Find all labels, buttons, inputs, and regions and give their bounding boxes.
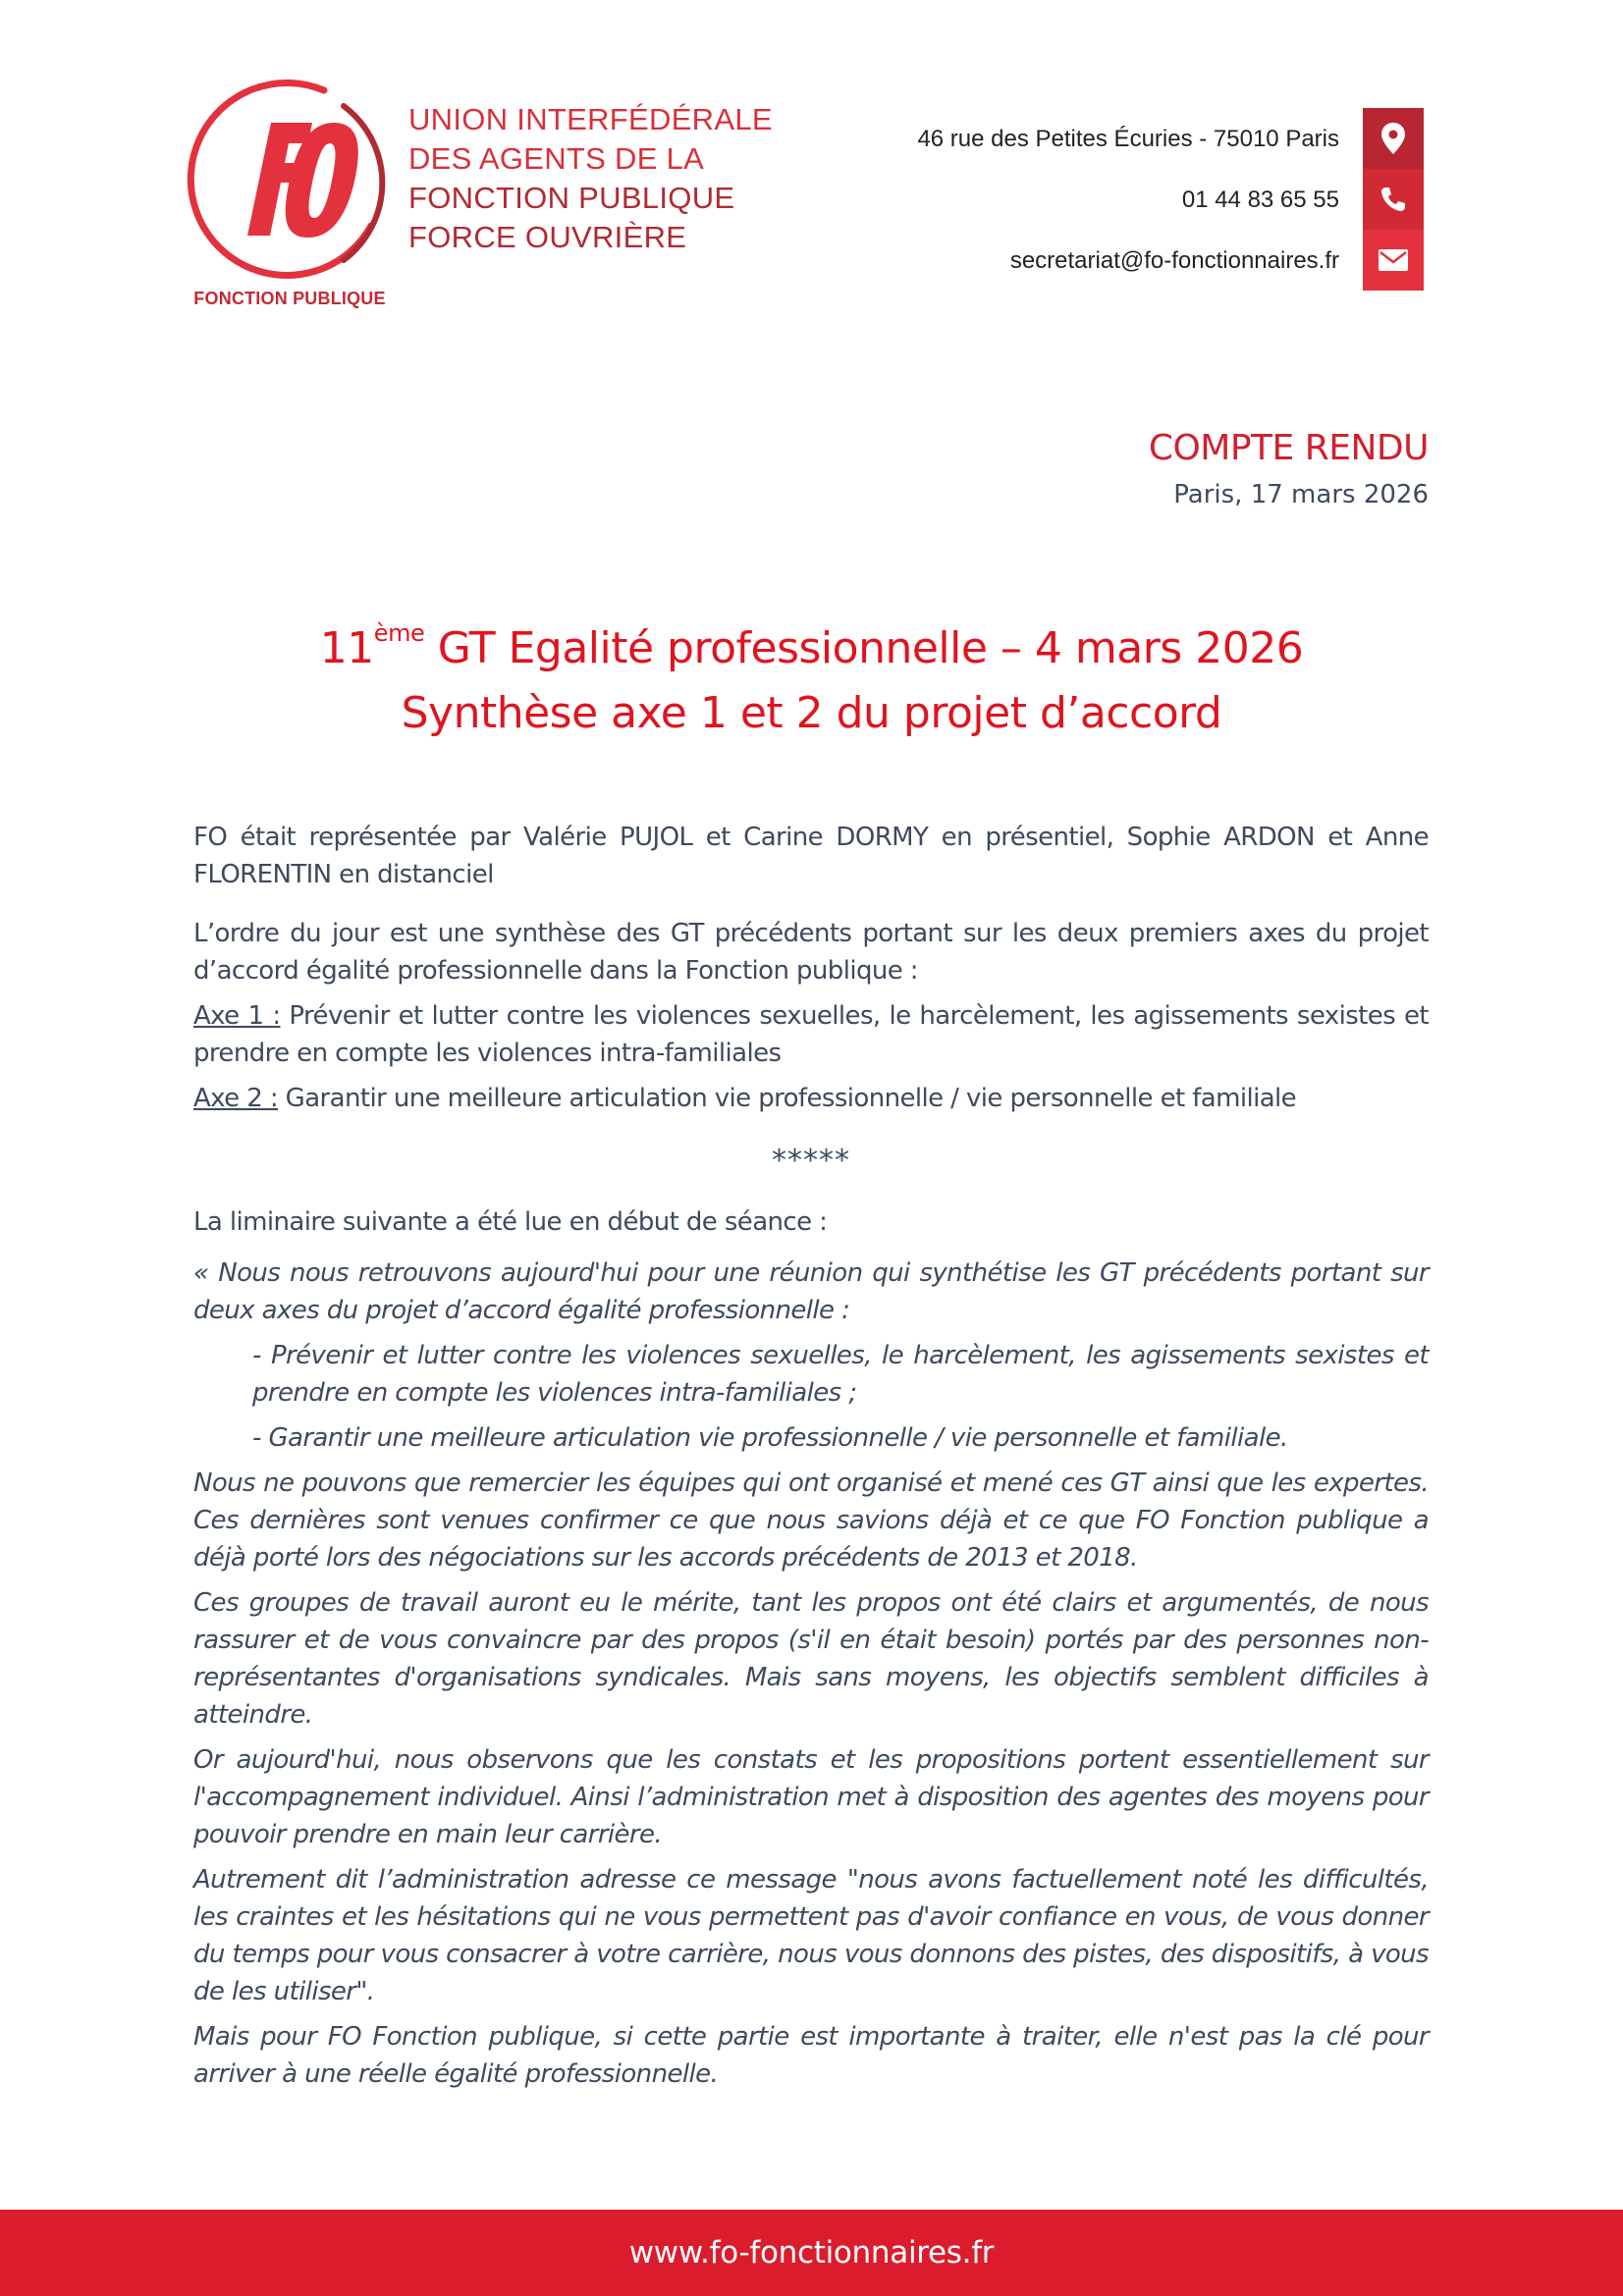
phone-text: 01 44 83 65 55: [1181, 187, 1339, 213]
title-ordinal-suffix: ème: [373, 619, 425, 647]
location-pin-icon: [1363, 108, 1424, 169]
org-name-line: FORCE OUVRIÈRE: [408, 220, 687, 254]
document-body: [193, 819, 1429, 2101]
footer-bar: [0, 2210, 1623, 2296]
address-text: 46 rue des Petites Écuries - 75010 Paris: [917, 126, 1339, 152]
liminaire-quote: [193, 1255, 1429, 2093]
title-line-2: Synthèse axe 1 et 2 du projet d’accord: [401, 688, 1222, 738]
quote-paragraph: Or aujourd'hui, nous observons que les constats et les propositions portent essentiellement sur l'accompagnement individuel. Ainsi l’administration met à disposition des agentes des moyens pour pouvoir prendre en main leur carrière.: [193, 1745, 1429, 1849]
title-ordinal: 11: [319, 623, 374, 673]
representation-paragraph: FO était représentée par Valérie PUJOL et Carine DORMY en présentiel, Sophie ARDON et Anne FLORENTIN en distanciel: [193, 823, 1429, 889]
org-name-line: FONCTION PUBLIQUE: [408, 181, 735, 215]
phone-icon: [1363, 169, 1424, 230]
axe-text: Garantir une meilleure articulation vie professionnelle / vie personnelle et familiale: [278, 1084, 1297, 1113]
quote-paragraph: Autrement dit l’administration adresse ce message "nous avons factuellement noté les difficultés, les craintes et les hésitations qui ne vous permettent pas d'avoir confiance en vous, de vous donner du temps pour vous consacrer à votre carrière, nous vous donnons des pistes, des dispositifs, à vous de les utiliser".: [193, 1865, 1429, 2006]
email-link[interactable]: secretariat@fo-fonctionnaires.fr: [1009, 247, 1339, 274]
quote-paragraph: Mais pour FO Fonction publique, si cette partie est importante à traiter, elle n'est pas la clé pour arriver à une réelle égalité professionnelle.: [193, 2022, 1429, 2089]
fo-logo: [187, 79, 403, 314]
contact-address: [835, 108, 1424, 169]
quote-bullet: - Prévenir et lutter contre les violences sexuelles, le harcèlement, les agissements sexistes et prendre en compte les violences intra-familiales ;: [252, 1341, 1429, 1408]
axe-item: [193, 997, 1429, 1072]
website-link[interactable]: www.fo-fonctionnaires.fr: [628, 2235, 995, 2270]
contact-block: [835, 108, 1424, 291]
title-line-1: [0, 616, 1623, 681]
quote-paragraph: Nous ne pouvons que remercier les équipes qui ont organisé et mené ces GT ainsi que les expertes. Ces dernières sont venues confirmer ce que nous savions déjà et ce que FO Fonction publique a déjà porté lors des négociations sur les accords précédents de 2013 et 2018.: [193, 1468, 1429, 1573]
report-place-date: Paris, 17 mars 2026: [1173, 480, 1429, 509]
fo-logo-emblem: [187, 79, 393, 285]
title-main: GT Egalité professionnelle – 4 mars 2026: [424, 623, 1304, 673]
quote-bullet: - Garantir une meilleure articulation vie professionnelle / vie personnelle et familiale.: [252, 1423, 1288, 1453]
org-name-line: UNION INTERFÉDÉRALE: [408, 102, 773, 136]
section-separator: *****: [772, 1144, 850, 1178]
axe-label: Axe 2 :: [193, 1084, 279, 1113]
axe-label: Axe 1 :: [193, 1001, 281, 1031]
liminaire-intro: La liminaire suivante a été lue en début de séance :: [193, 1207, 828, 1237]
contact-phone: [835, 169, 1424, 230]
document-title: [0, 616, 1623, 746]
report-type: COMPTE RENDU: [1148, 428, 1429, 468]
agenda-paragraph: L’ordre du jour est une synthèse des GT précédents portant sur les deux premiers axes du projet d’accord égalité professionnelle dans la Fonction publique :: [193, 919, 1429, 986]
envelope-icon: [1363, 230, 1424, 291]
organization-name: [408, 100, 773, 257]
contact-email: [835, 230, 1424, 291]
org-name-line: DES AGENTS DE LA: [408, 141, 705, 176]
axe-item: [193, 1080, 1429, 1117]
logo-caption: FONCTION PUBLIQUE: [193, 289, 386, 308]
axe-text: Prévenir et lutter contre les violences sexuelles, le harcèlement, les agissements sexistes et prendre en compte les violences intra-familiales: [193, 1001, 1429, 1068]
quote-paragraph: Ces groupes de travail auront eu le mérite, tant les propos ont été clairs et argumentés, de nous rassurer et de vous convaincre par des propos (s'il en était besoin) portés par des personnes non-représentantes d'organisations syndicales. Mais sans moyens, les objectifs semblent difficiles à atteindre.: [193, 1588, 1429, 1730]
quote-opening: « Nous nous retrouvons aujourd'hui pour une réunion qui synthétise les GT précédents portant sur deux axes du projet d’accord égalité professionnelle :: [193, 1258, 1429, 1325]
